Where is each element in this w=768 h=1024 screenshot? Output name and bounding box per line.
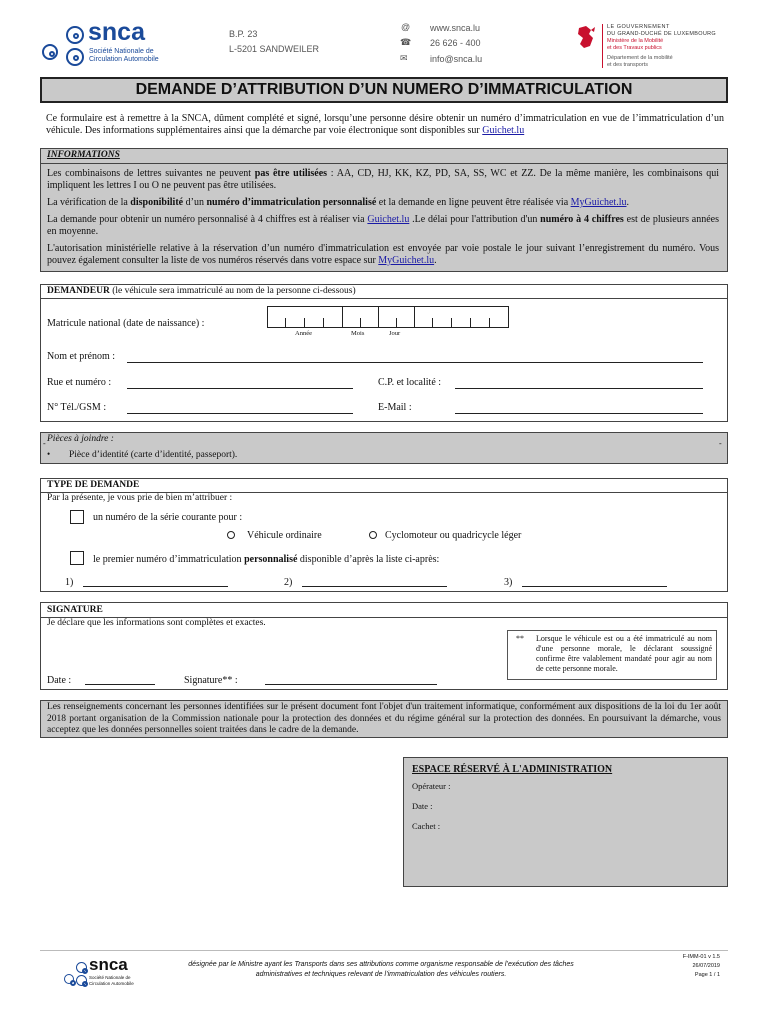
gov-text: LE GOUVERNEMENT DU GRAND-DUCHÉ DE LUXEMBOURG Ministère de la Mobilité et des Travaux publics Département de la mobilité et des transports bbox=[607, 24, 716, 68]
footer-divider bbox=[40, 950, 728, 951]
intro-text: Ce formulaire est à remettre à la SNCA, dûment complété et signé, lorsqu’une personne désire obtenir un numéro d’immatriculation en vue de l’immatriculation d’un véhicule. Des informations supplémentaires ainsi que la démarche par voie électronique sont disponibles sur Guichet.lu bbox=[46, 113, 724, 136]
footer-text: désignée par le Ministre ayant les Transports dans ses attributions comme organisme responsable de l’exécution des tâches administratives et techniques relevant de l’immatriculation des véhicules routiers. bbox=[188, 961, 574, 978]
date-label: Date : bbox=[47, 675, 72, 686]
choice-number: 3) bbox=[504, 577, 513, 588]
radio-vehicule-ordinaire[interactable] bbox=[227, 531, 235, 539]
page-number: Page 1 / 1 bbox=[694, 972, 720, 978]
radio-vehicule-ordinaire-label: Véhicule ordinaire bbox=[247, 530, 322, 541]
gear-icon bbox=[76, 962, 87, 973]
address-line: L-5201 SANDWEILER bbox=[229, 44, 320, 54]
matricule-digit-ticks bbox=[285, 318, 511, 328]
at-icon: @ bbox=[401, 22, 411, 32]
myguichet-link[interactable]: MyGuichet.lu bbox=[570, 197, 627, 208]
option-serie-courante-label: un numéro de la série courante pour : bbox=[93, 512, 243, 523]
guichet-link[interactable]: Guichet.lu bbox=[482, 125, 525, 136]
annee-caption: Année bbox=[295, 330, 312, 337]
form-reference: F-IMM-01 v 1.5 bbox=[682, 954, 720, 960]
demandeur-heading: DEMANDEUR (le véhicule sera immatriculé au nom de la personne ci-dessous) bbox=[41, 285, 727, 299]
informations-section bbox=[40, 148, 728, 272]
radio-cyclomoteur-label: Cyclomoteur ou quadricycle léger bbox=[385, 530, 522, 541]
gov-divider bbox=[602, 24, 603, 68]
choice-field-2[interactable] bbox=[302, 586, 447, 587]
info-paragraph: La vérification de la disponibilité d’un numéro d’immatriculation personnalisé et la demande en ligne peuvent être réalisée via MyGuichet.lu. bbox=[47, 197, 629, 208]
admin-date-label: Date : bbox=[412, 801, 433, 811]
choice-field-3[interactable] bbox=[522, 586, 667, 587]
brand-subtitle: Société Nationale de bbox=[89, 48, 154, 55]
footer-meta bbox=[640, 953, 720, 980]
brand-name: snca bbox=[88, 18, 145, 46]
brand-subtitle: Circulation Automobile bbox=[89, 56, 159, 63]
note-mark: ** bbox=[516, 634, 524, 643]
choice-number: 2) bbox=[284, 577, 293, 588]
info-paragraph: Les combinaisons de lettres suivantes ne peuvent pas être utilisées : AA, CD, HJ, KK, KZ, PD, SA, SS, WC et ZZ. De la même manière, les combinaisons qui impliquent les lettres I ou O ne peuvent pas être utilisées. bbox=[47, 168, 719, 191]
informations-heading: INFORMATIONS bbox=[41, 149, 727, 164]
gear-icon bbox=[76, 975, 87, 986]
rue-field[interactable] bbox=[127, 388, 353, 389]
signature-note: Lorsque le véhicule est ou a été immatriculé au nom d'une personne morale, le déclarant soussigné confirme être valablement mandaté pour agir au nom de cette personne morale. bbox=[536, 634, 712, 673]
checkbox-serie-courante[interactable] bbox=[70, 510, 84, 524]
pieces-section bbox=[40, 432, 728, 464]
checkbox-personnalise[interactable] bbox=[70, 551, 84, 565]
admin-operateur-label: Opérateur : bbox=[412, 781, 451, 791]
nom-field[interactable] bbox=[127, 362, 703, 363]
option-personnalise-label: le premier numéro d’immatriculation personnalisé disponible d’après la liste ci-après: bbox=[93, 554, 440, 565]
choice-field-1[interactable] bbox=[83, 586, 228, 587]
date-field[interactable] bbox=[85, 684, 155, 685]
myguichet-link[interactable]: MyGuichet.lu bbox=[378, 255, 435, 266]
admin-section bbox=[403, 757, 728, 887]
list-bullet: • bbox=[47, 449, 51, 459]
cp-field[interactable] bbox=[455, 388, 703, 389]
form-date: 26/07/2019 bbox=[692, 963, 720, 969]
type-heading: TYPE DE DEMANDE bbox=[47, 480, 140, 490]
nom-label: Nom et prénom : bbox=[47, 351, 116, 362]
address-line: B.P. 23 bbox=[229, 29, 258, 39]
pieces-heading: Pièces à joindre : bbox=[47, 434, 114, 444]
demandeur-section bbox=[40, 284, 728, 422]
tel-label: N° Tél./GSM : bbox=[47, 402, 107, 413]
choice-number: 1) bbox=[65, 577, 74, 588]
type-intro: Par la présente, je vous prie de bien m’attribuer : bbox=[47, 493, 233, 503]
matricule-label: Matricule national (date de naissance) : bbox=[47, 318, 205, 329]
signature-declaration: Je déclare que les informations sont complètes et exactes. bbox=[47, 618, 266, 628]
radio-cyclomoteur[interactable] bbox=[369, 531, 377, 539]
signature-label: Signature** : bbox=[184, 675, 238, 686]
gear-icon bbox=[64, 974, 74, 984]
gear-icon bbox=[42, 44, 58, 60]
admin-cachet-label: Cachet : bbox=[412, 821, 441, 831]
page-title: DEMANDE D’ATTRIBUTION D’UN NUMERO D’IMMATRICULATION bbox=[40, 77, 728, 103]
website-link[interactable]: www.snca.lu bbox=[430, 23, 481, 33]
email-field[interactable] bbox=[455, 413, 703, 414]
snca-logo bbox=[42, 18, 172, 68]
footer-brand-sub: Société Nationale de bbox=[89, 975, 131, 980]
gov-lion-icon bbox=[575, 24, 597, 50]
signature-heading-bar bbox=[41, 603, 727, 618]
signature-section bbox=[40, 602, 728, 690]
type-heading-bar bbox=[41, 479, 727, 493]
pieces-mark: - bbox=[719, 439, 722, 448]
signature-note-box bbox=[507, 630, 717, 680]
info-paragraph: L'autorisation ministérielle relative à la réservation d’un numéro d'immatriculation est envoyée par voie postale le jour suivant l’enregistrement du numéro. Vous pouvez également consulter la liste de vos numéros réservés dans votre espace sur MyGuichet.lu. bbox=[47, 243, 719, 266]
pieces-mark: - bbox=[43, 439, 46, 448]
privacy-notice: Les renseignements concernant les personnes identifiées sur le présent document font l'objet d'un traitement informatique, conformément aux dispositions de la loi du 1er août 2018 portant organisation de la Commission nationale pour la protection des données et du régime général sur la protection des données. En poursuivant la démarche, vous acceptez que les données personnelles soient traitées dans le cadre de la demande. bbox=[40, 700, 728, 738]
signature-field[interactable] bbox=[265, 684, 437, 685]
phone-icon: ☎ bbox=[400, 37, 412, 47]
email-link[interactable]: info@snca.lu bbox=[430, 54, 483, 64]
informations-body bbox=[47, 168, 719, 267]
admin-heading: ESPACE RÉSERVÉ À L'ADMINISTRATION bbox=[412, 764, 613, 775]
pieces-item: Pièce d’identité (carte d’identité, passeport). bbox=[69, 450, 238, 460]
mail-icon: ✉ bbox=[400, 53, 408, 63]
signature-heading: SIGNATURE bbox=[47, 605, 103, 615]
cp-label: C.P. et localité : bbox=[378, 377, 442, 388]
rue-label: Rue et numéro : bbox=[47, 377, 112, 388]
mois-caption: Mois bbox=[351, 330, 365, 337]
guichet-link[interactable]: Guichet.lu bbox=[367, 214, 410, 225]
type-demande-section bbox=[40, 478, 728, 592]
jour-caption: Jour bbox=[389, 330, 401, 337]
info-paragraph: La demande pour obtenir un numéro personnalisé à 4 chiffres est à réaliser via Guichet.lu .Le délai pour l'attribution d'un numéro à 4 chiffres est de plusieurs années en moyenne. bbox=[47, 214, 719, 237]
footer-brand: snca bbox=[89, 955, 128, 974]
tel-field[interactable] bbox=[127, 413, 353, 414]
footer-brand-sub: Circulation Automobile bbox=[89, 981, 134, 986]
footer-logo bbox=[64, 955, 144, 990]
phone-number: 26 626 - 400 bbox=[430, 38, 481, 48]
gear-icon bbox=[66, 48, 84, 66]
email-label: E-Mail : bbox=[378, 402, 412, 413]
gear-icon bbox=[66, 26, 84, 44]
